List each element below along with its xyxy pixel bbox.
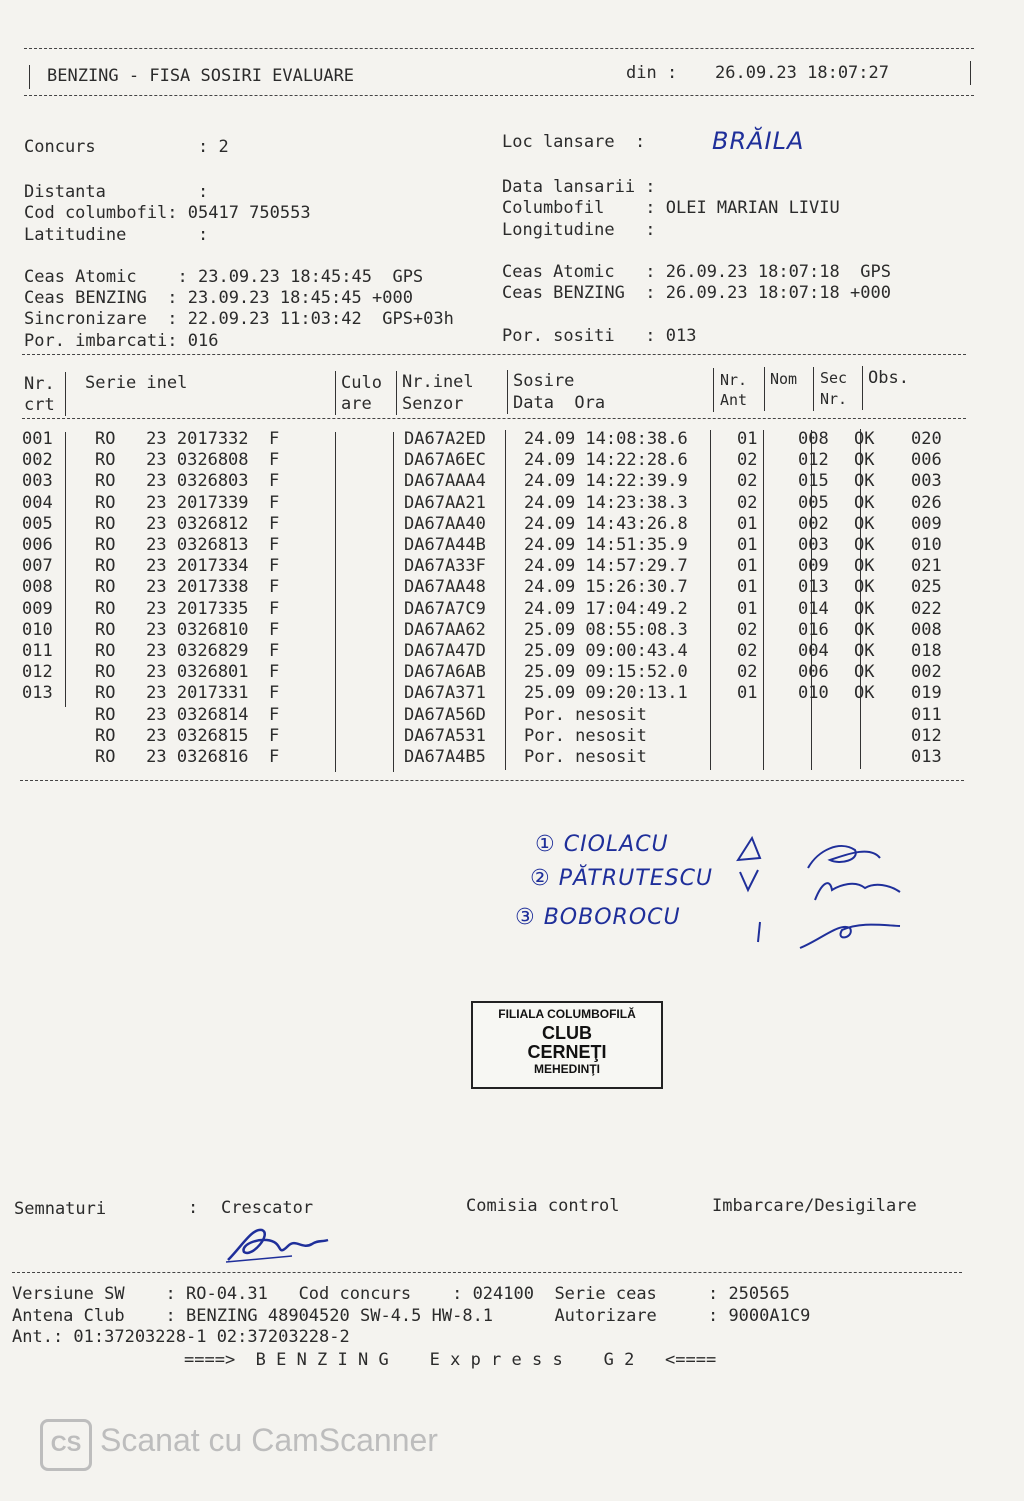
col-nr-top: Nr. (24, 374, 55, 394)
table-row (22, 556, 961, 577)
camscanner-logo-icon: CS (40, 1419, 92, 1471)
col-nr-bottom: crt (24, 395, 55, 415)
row-nom: 003 (798, 535, 829, 556)
row-nr: 006 (22, 535, 53, 556)
footer-divider (12, 1272, 962, 1273)
por-imbarcati-field: Por. imbarcati: 016 (24, 331, 219, 351)
row-sec (846, 747, 903, 768)
semnaturi-colon: : (188, 1198, 199, 1218)
row-ant: 01 (737, 535, 758, 556)
col-sep-2h (335, 371, 336, 415)
row-culoare (338, 535, 396, 556)
row-ant: 02 (737, 640, 758, 661)
row-senzor: DA67A44B (404, 535, 486, 556)
row-obs: 020 (911, 429, 942, 450)
row-culoare (338, 577, 396, 598)
row-serie: RO 23 2017332 F (95, 429, 280, 450)
row-sosire: Por. nesosit (524, 746, 647, 767)
col-sep-4h (507, 370, 508, 414)
ceas-benzing-start: Ceas BENZING : 23.09.23 18:45:45 +000 (24, 288, 413, 308)
row-nr: 001 (22, 429, 53, 450)
row-sec: OK (854, 471, 875, 492)
table-row (22, 641, 961, 662)
row-nom: 008 (798, 429, 829, 450)
row-ant: 01 (737, 598, 758, 619)
row-ant: 01 (737, 577, 758, 598)
row-ant (729, 747, 790, 768)
row-nr: 002 (22, 450, 53, 471)
table-row (22, 514, 961, 535)
row-culoare (338, 429, 396, 450)
row-ant (729, 726, 790, 747)
row-obs: 018 (911, 640, 942, 661)
row-nom (790, 747, 846, 768)
table-row (22, 704, 961, 725)
crescator-signature-icon (222, 1216, 332, 1264)
row-obs: 025 (911, 577, 942, 598)
table-row (22, 599, 961, 620)
row-nr (22, 747, 65, 768)
table-row (22, 429, 961, 450)
table-row (22, 620, 961, 641)
row-ant: 02 (737, 662, 758, 683)
arrivals-table (22, 429, 961, 768)
row-nr: 012 (22, 662, 53, 683)
row-senzor: DA67A6EC (404, 450, 486, 471)
row-sosire: 24.09 14:22:28.6 (524, 450, 688, 471)
row-culoare (338, 514, 396, 535)
row-ant: 02 (737, 450, 758, 471)
loc-lansare-handwritten: BRĂILA (712, 127, 805, 155)
row-serie: RO 23 0326816 F (95, 746, 280, 767)
row-nr: 013 (22, 683, 53, 704)
row-sosire: 24.09 14:08:38.6 (524, 429, 688, 450)
row-culoare (338, 450, 396, 471)
stamp-line-1: FILIALA COLUMBOFILĂ (498, 1007, 636, 1021)
date-label: din : (626, 63, 678, 83)
row-sec: OK (854, 577, 875, 598)
row-serie: RO 23 2017338 F (95, 577, 280, 598)
camscanner-watermark: Scanat cu CamScanner (100, 1422, 438, 1458)
col-ant-bottom: Ant (720, 391, 748, 409)
table-row (22, 493, 961, 514)
latitudine-field: Latitudine : (24, 225, 209, 245)
row-sec: OK (854, 429, 875, 450)
row-serie: RO 23 0326829 F (95, 640, 280, 661)
row-obs: 008 (911, 619, 942, 640)
footer-antena: Antena Club : BENZING 48904520 SW-4.5 HW-8.1 Autorizare : 9000A1C9 (12, 1306, 811, 1326)
row-sosire: 24.09 14:43:26.8 (524, 513, 688, 534)
row-culoare (338, 704, 396, 725)
row-ant: 01 (737, 683, 758, 704)
distanta-field: Distanta : (24, 182, 209, 202)
row-sec: OK (854, 535, 875, 556)
col-sec-bottom: Nr. (820, 390, 848, 408)
row-nr: 007 (22, 556, 53, 577)
row-sosire: Por. nesosit (524, 725, 647, 746)
row-sec: OK (854, 662, 875, 683)
row-culoare (338, 726, 396, 747)
comisia-label: Comisia control (466, 1196, 620, 1216)
row-sosire: 24.09 14:23:38.3 (524, 492, 688, 513)
row-nom: 009 (798, 556, 829, 577)
table-row (22, 662, 961, 683)
data-lansarii-field: Data lansarii : (502, 177, 656, 197)
loc-lansare-label: Loc lansare : (502, 132, 646, 152)
row-serie: RO 23 0326810 F (95, 619, 280, 640)
col-nom: Nom (770, 370, 798, 388)
row-senzor: DA67A33F (404, 556, 486, 577)
row-obs: 009 (911, 513, 942, 534)
header-bottom-divider (24, 95, 974, 96)
row-senzor: DA67A47D (404, 640, 486, 661)
row-culoare (338, 683, 396, 704)
col-sep-8h (862, 366, 863, 410)
row-senzor: DA67AAA4 (404, 471, 486, 492)
row-nr: 003 (22, 471, 53, 492)
row-sec: OK (854, 513, 875, 534)
row-culoare (338, 641, 396, 662)
row-obs: 013 (911, 746, 942, 767)
col-sep-5h (713, 368, 714, 412)
row-sosire: 25.09 09:20:13.1 (524, 683, 688, 704)
row-nom (790, 704, 846, 725)
row-nr: 009 (22, 598, 53, 619)
row-senzor: DA67A531 (404, 725, 486, 746)
longitudine-field: Longitudine : (502, 220, 656, 240)
row-sosire: 25.09 09:00:43.4 (524, 640, 688, 661)
col-obs: Obs. (868, 368, 909, 388)
crescator-label: Crescator (221, 1198, 314, 1218)
table-row (22, 577, 961, 598)
semnaturi-label: Semnaturi (14, 1199, 107, 1219)
row-nr: 008 (22, 577, 53, 598)
row-senzor: DA67A4B5 (404, 746, 486, 767)
row-ant: 02 (737, 471, 758, 492)
row-sosire: Por. nesosit (524, 704, 647, 725)
row-nr: 011 (22, 640, 53, 661)
col-sec-top: Sec (820, 369, 848, 387)
row-culoare (338, 620, 396, 641)
concurs-field: Concurs : 2 (24, 137, 229, 157)
table-row (22, 683, 961, 704)
row-obs: 019 (911, 683, 942, 704)
row-ant: 01 (737, 429, 758, 450)
ceas-atomic-end: Ceas Atomic : 26.09.23 18:07:18 GPS (502, 262, 891, 282)
row-senzor: DA67A371 (404, 683, 486, 704)
handwritten-marks-signature-icon (730, 830, 920, 960)
row-obs: 011 (911, 704, 942, 725)
header-top-divider (24, 48, 974, 49)
row-culoare (338, 493, 396, 514)
table-bottom-divider (20, 780, 964, 781)
club-stamp (471, 1001, 663, 1089)
row-sec (846, 726, 903, 747)
row-serie: RO 23 0326814 F (95, 704, 280, 725)
row-obs: 006 (911, 450, 942, 471)
stamp-line-3: CERNEŢI (527, 1042, 607, 1063)
row-culoare (338, 471, 396, 492)
stamp-line-4: MEHEDINŢI (534, 1062, 600, 1077)
row-ant (729, 704, 790, 725)
row-sec: OK (854, 640, 875, 661)
stamp-line-2: CLUB (542, 1022, 592, 1043)
row-obs: 026 (911, 492, 942, 513)
col-sosire-bottom: Data Ora (513, 393, 606, 413)
row-sec (846, 704, 903, 725)
row-sec: OK (854, 598, 875, 619)
imbarcare-label: Imbarcare/Desigilare (712, 1196, 917, 1216)
row-obs: 012 (911, 725, 942, 746)
footer-versiune: Versiune SW : RO-04.31 Cod concurs : 024100 Serie ceas : 250565 (12, 1284, 790, 1304)
por-sositi-field: Por. sositi : 013 (502, 326, 697, 346)
row-serie: RO 23 0326812 F (95, 513, 280, 534)
handwritten-line-1: ① CIOLACU (535, 832, 669, 857)
row-nom: 005 (798, 492, 829, 513)
table-row (22, 726, 961, 747)
row-culoare (338, 599, 396, 620)
table-header-top-divider (22, 354, 966, 355)
table-header-bottom-divider (22, 418, 966, 419)
row-nom: 010 (798, 683, 829, 704)
row-nom: 002 (798, 513, 829, 534)
handwritten-line-3: ③ BOBOROCU (515, 905, 681, 930)
row-nr: 005 (22, 513, 53, 534)
row-sec: OK (854, 450, 875, 471)
row-nom: 012 (798, 450, 829, 471)
row-nom: 016 (798, 619, 829, 640)
cod-columbofil-field: Cod columbofil: 05417 750553 (24, 203, 311, 223)
ceas-atomic-start: Ceas Atomic : 23.09.23 18:45:45 GPS (24, 267, 424, 287)
row-senzor: DA67AA48 (404, 577, 486, 598)
row-nom: 006 (798, 662, 829, 683)
header-left-bar (29, 65, 30, 89)
columbofil-field: Columbofil : OLEI MARIAN LIVIU (502, 198, 840, 218)
row-nom (790, 726, 846, 747)
row-obs: 021 (911, 556, 942, 577)
row-sosire: 24.09 14:57:29.7 (524, 556, 688, 577)
sincronizare-field: Sincronizare : 22.09.23 11:03:42 GPS+03h (24, 309, 454, 329)
footer-ant: Ant.: 01:37203228-1 02:37203228-2 (12, 1327, 350, 1347)
row-sosire: 25.09 09:15:52.0 (524, 662, 688, 683)
row-senzor: DA67A7C9 (404, 598, 486, 619)
row-nr: 004 (22, 492, 53, 513)
row-senzor: DA67AA40 (404, 513, 486, 534)
row-culoare (338, 747, 396, 768)
col-sep-1h (65, 372, 66, 416)
header-right-bar (970, 61, 971, 85)
print-date: 26.09.23 18:07:27 (715, 63, 889, 83)
ceas-benzing-end: Ceas BENZING : 26.09.23 18:07:18 +000 (502, 283, 891, 303)
row-nr: 010 (22, 619, 53, 640)
row-serie: RO 23 2017331 F (95, 683, 280, 704)
row-nr (22, 704, 65, 725)
col-sep-7h (813, 367, 814, 411)
row-sec: OK (854, 683, 875, 704)
row-sec: OK (854, 492, 875, 513)
row-serie: RO 23 2017339 F (95, 492, 280, 513)
table-row (22, 471, 961, 492)
row-sec: OK (854, 556, 875, 577)
row-sosire: 24.09 15:26:30.7 (524, 577, 688, 598)
footer-express: ====> B E N Z I N G E x p r e s s G 2 <==== (184, 1350, 717, 1370)
row-nom: 014 (798, 598, 829, 619)
row-ant: 02 (737, 492, 758, 513)
row-serie: RO 23 2017335 F (95, 598, 280, 619)
row-senzor: DA67A2ED (404, 429, 486, 450)
row-nom: 013 (798, 577, 829, 598)
row-obs: 010 (911, 535, 942, 556)
row-senzor: DA67AA21 (404, 492, 486, 513)
row-obs: 002 (911, 662, 942, 683)
row-nr (22, 726, 65, 747)
row-sosire: 24.09 14:51:35.9 (524, 535, 688, 556)
row-sosire: 24.09 17:04:49.2 (524, 598, 688, 619)
row-obs: 003 (911, 471, 942, 492)
row-sec: OK (854, 619, 875, 640)
row-senzor: DA67A56D (404, 704, 486, 725)
row-nom: 015 (798, 471, 829, 492)
row-senzor: DA67A6AB (404, 662, 486, 683)
row-nom: 004 (798, 640, 829, 661)
row-serie: RO 23 0326815 F (95, 725, 280, 746)
col-culo-bottom: are (341, 394, 372, 414)
col-nrinel-top: Nr.inel (402, 372, 474, 392)
row-obs: 022 (911, 598, 942, 619)
table-row (22, 535, 961, 556)
row-serie: RO 23 0326808 F (95, 450, 280, 471)
row-ant: 02 (737, 619, 758, 640)
row-sosire: 24.09 14:22:39.9 (524, 471, 688, 492)
col-sep-6h (764, 367, 765, 411)
row-sosire: 25.09 08:55:08.3 (524, 619, 688, 640)
row-serie: RO 23 0326801 F (95, 662, 280, 683)
col-nrinel-bottom: Senzor (402, 394, 464, 414)
col-sosire-top: Sosire (513, 371, 575, 391)
row-serie: RO 23 0326813 F (95, 535, 280, 556)
col-serie: Serie inel (85, 373, 188, 393)
row-culoare (338, 556, 396, 577)
row-serie: RO 23 0326803 F (95, 471, 280, 492)
row-senzor: DA67AA62 (404, 619, 486, 640)
row-serie: RO 23 2017334 F (95, 556, 280, 577)
col-culo-top: Culo (341, 373, 382, 393)
row-ant: 01 (737, 513, 758, 534)
row-ant: 01 (737, 556, 758, 577)
row-culoare (338, 662, 396, 683)
table-row (22, 747, 961, 768)
col-ant-top: Nr. (720, 371, 748, 389)
handwritten-line-2: ② PĂTRUTESCU (530, 866, 714, 891)
table-row (22, 450, 961, 471)
page-title: BENZING - FISA SOSIRI EVALUARE (47, 66, 355, 86)
col-sep-3h (396, 371, 397, 415)
